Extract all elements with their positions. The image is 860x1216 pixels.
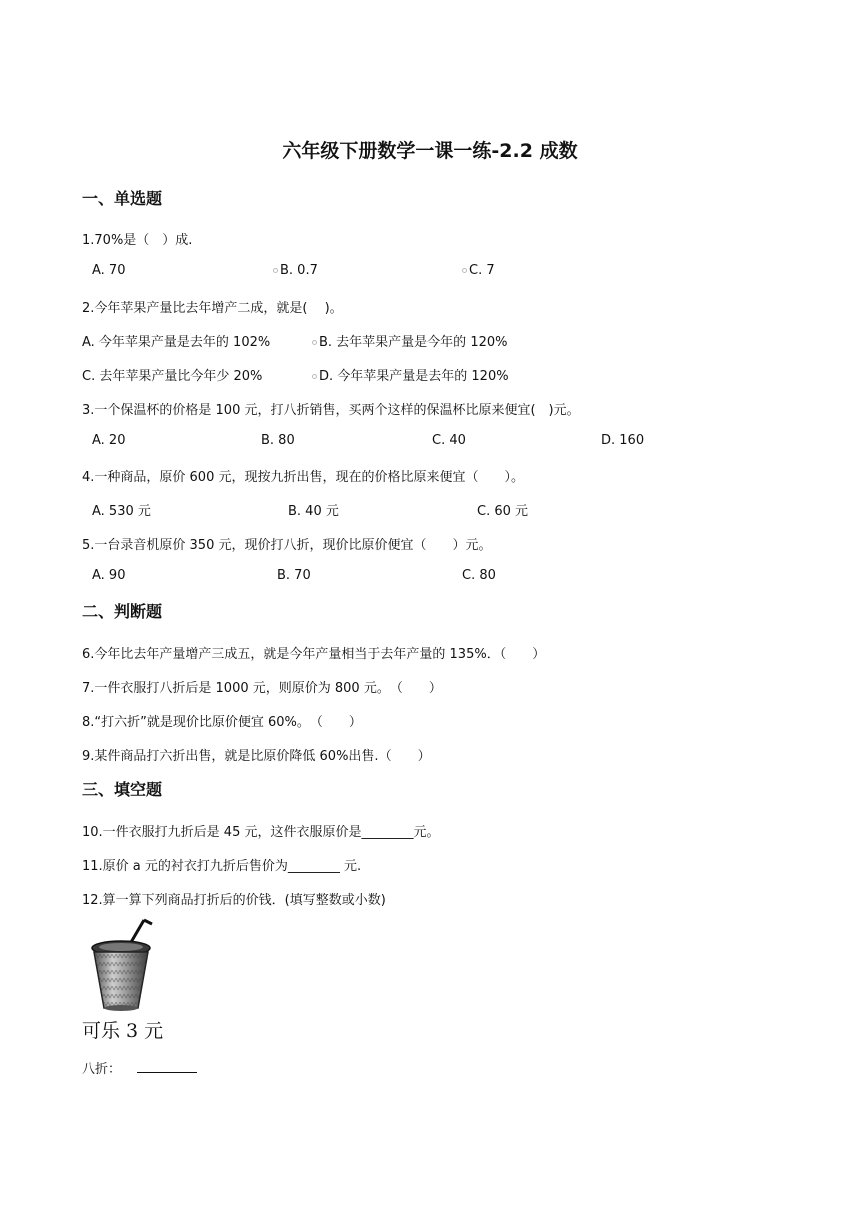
question-7: 7.一件衣服打八折后是 1000 元，则原价为 800 元。 （ ） [82, 681, 442, 696]
q1-option-c[interactable]: C. 7 [462, 263, 495, 278]
q5-option-b[interactable]: B. 70 [277, 568, 311, 583]
cola-price-label: 可乐 3 元 [82, 1020, 164, 1042]
q2-option-d[interactable]: D. 今年苹果产量是去年的 120% [312, 365, 509, 384]
section-heading-single-choice: 一、单选题 [82, 189, 163, 208]
q3-option-b[interactable]: B. 80 [261, 433, 295, 448]
q4-option-a[interactable]: A. 530 元 [92, 504, 151, 519]
q4-option-c[interactable]: C. 60 元 [477, 504, 529, 519]
q2-option-a[interactable]: A. 今年苹果产量是去年的 102% [82, 335, 271, 350]
bullet-icon [462, 268, 467, 273]
answer-blank[interactable] [137, 1060, 197, 1073]
bullet-icon [312, 374, 317, 379]
cola-cup-image [86, 914, 172, 1014]
bullet-icon [312, 340, 317, 345]
question-8: 8.“打六折”就是现价比原价便宜 60%。 （ ） [82, 715, 362, 730]
q1-option-a[interactable]: A. 70 [92, 263, 126, 278]
question-6: 6.今年比去年产量增产三成五，就是今年产量相当于去年产量的 135%．（ ） [82, 647, 546, 662]
discount-answer-row [82, 1058, 197, 1077]
bullet-icon [273, 268, 278, 273]
q4-option-b[interactable]: B. 40 元 [288, 504, 339, 519]
q1-option-b[interactable]: B. 0.7 [273, 263, 318, 278]
page-title: 六年级下册数学一课一练-2.2 成数 [282, 140, 578, 162]
q2-option-c[interactable]: C. 去年苹果产量比今年少 20% [82, 369, 263, 384]
question-3: 3.一个保温杯的价格是 100 元，打八折销售，买两个这样的保温杯比原来便宜( )元。 [82, 403, 580, 418]
q3-option-c[interactable]: C. 40 [432, 433, 466, 448]
section-heading-true-false: 二、判断题 [82, 602, 163, 621]
question-9: 9.某件商品打六折出售，就是比原价降低 60%出售.（ ） [82, 749, 431, 764]
q5-option-a[interactable]: A. 90 [92, 568, 126, 583]
question-12: 12.算一算下列商品打折后的价钱．(填写整数或小数) [82, 893, 386, 908]
question-5: 5.一台录音机原价 350 元，现价打八折，现价比原价便宜（ ）元。 [82, 538, 492, 553]
section-heading-fill-blank: 三、填空题 [82, 780, 163, 799]
question-10: 10.一件衣服打九折后是 45 元，这件衣服原价是________元。 [82, 825, 440, 840]
q3-option-a[interactable]: A. 20 [92, 433, 126, 448]
question-4: 4.一种商品，原价 600 元，现按九折出售，现在的价格比原来便宜（ ）。 [82, 470, 524, 485]
q3-option-d[interactable]: D. 160 [601, 433, 645, 448]
question-1: 1.70%是（ ）成. [82, 233, 193, 248]
q2-option-b[interactable]: B. 去年苹果产量是今年的 120% [312, 331, 507, 350]
discount-label: 八折： [82, 1062, 122, 1077]
question-2: 2.今年苹果产量比去年增产二成，就是( )。 [82, 301, 343, 316]
q5-option-c[interactable]: C. 80 [462, 568, 496, 583]
question-11: 11.原价 a 元的衬衣打九折后售价为________ 元. [82, 859, 362, 874]
